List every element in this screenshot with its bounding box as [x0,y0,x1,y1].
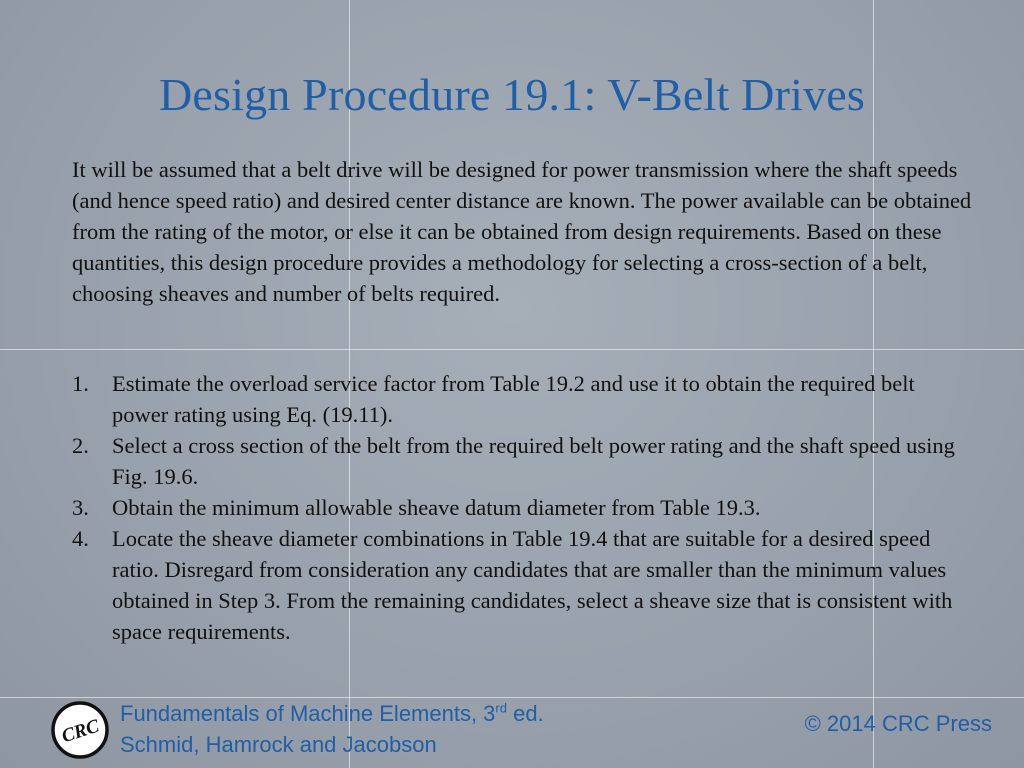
list-item [72,430,972,492]
list-item [72,523,972,647]
list-item [72,368,972,430]
crc-logo [50,700,110,760]
step-text: Select a cross section of the belt from the required belt power rating and the shaft speed using Fig. 19.6. [112,433,955,489]
intro-paragraph: It will be assumed that a belt drive will be designed for power transmission where the shaft speeds (and hence speed ratio) and desired center distance are known. The power available can be obtained from the rating of the motor, or else it can be obtained from design requirements. Based on these quantities, this design procedure provides a methodology for selecting a cross-section of a belt, choosing sheaves and number of belts required. [72,157,972,306]
procedure-steps [72,368,972,647]
grid-line [0,349,1024,350]
book-title: Fundamentals of Machine Elements, 3rd ed. [120,700,544,726]
book-citation [120,698,544,760]
step-number: 2. [72,433,89,458]
book-authors: Schmid, Hamrock and Jacobson [120,732,437,757]
logo-text: CRC [59,715,102,748]
step-number: 1. [72,371,89,396]
step-text: Estimate the overload service factor from Table 19.2 and use it to obtain the required belt power rating using Eq. (19.11). [112,371,915,427]
step-number: 4. [72,526,89,551]
step-number: 3. [72,495,89,520]
slide-title: Design Procedure 19.1: V-Belt Drives [158,69,866,120]
step-text: Locate the sheave diameter combinations in Table 19.4 that are suitable for a desired speed ratio. Disregard from consideration any candidates that are smaller than the minimum values obtained in Step 3. From the remaining candidates, select a sheave size that is consistent with space requirements. [112,526,953,644]
copyright: © 2014 CRC Press [804,711,992,736]
step-text: Obtain the minimum allowable sheave datum diameter from Table 19.3. [112,495,761,520]
list-item [72,492,972,523]
